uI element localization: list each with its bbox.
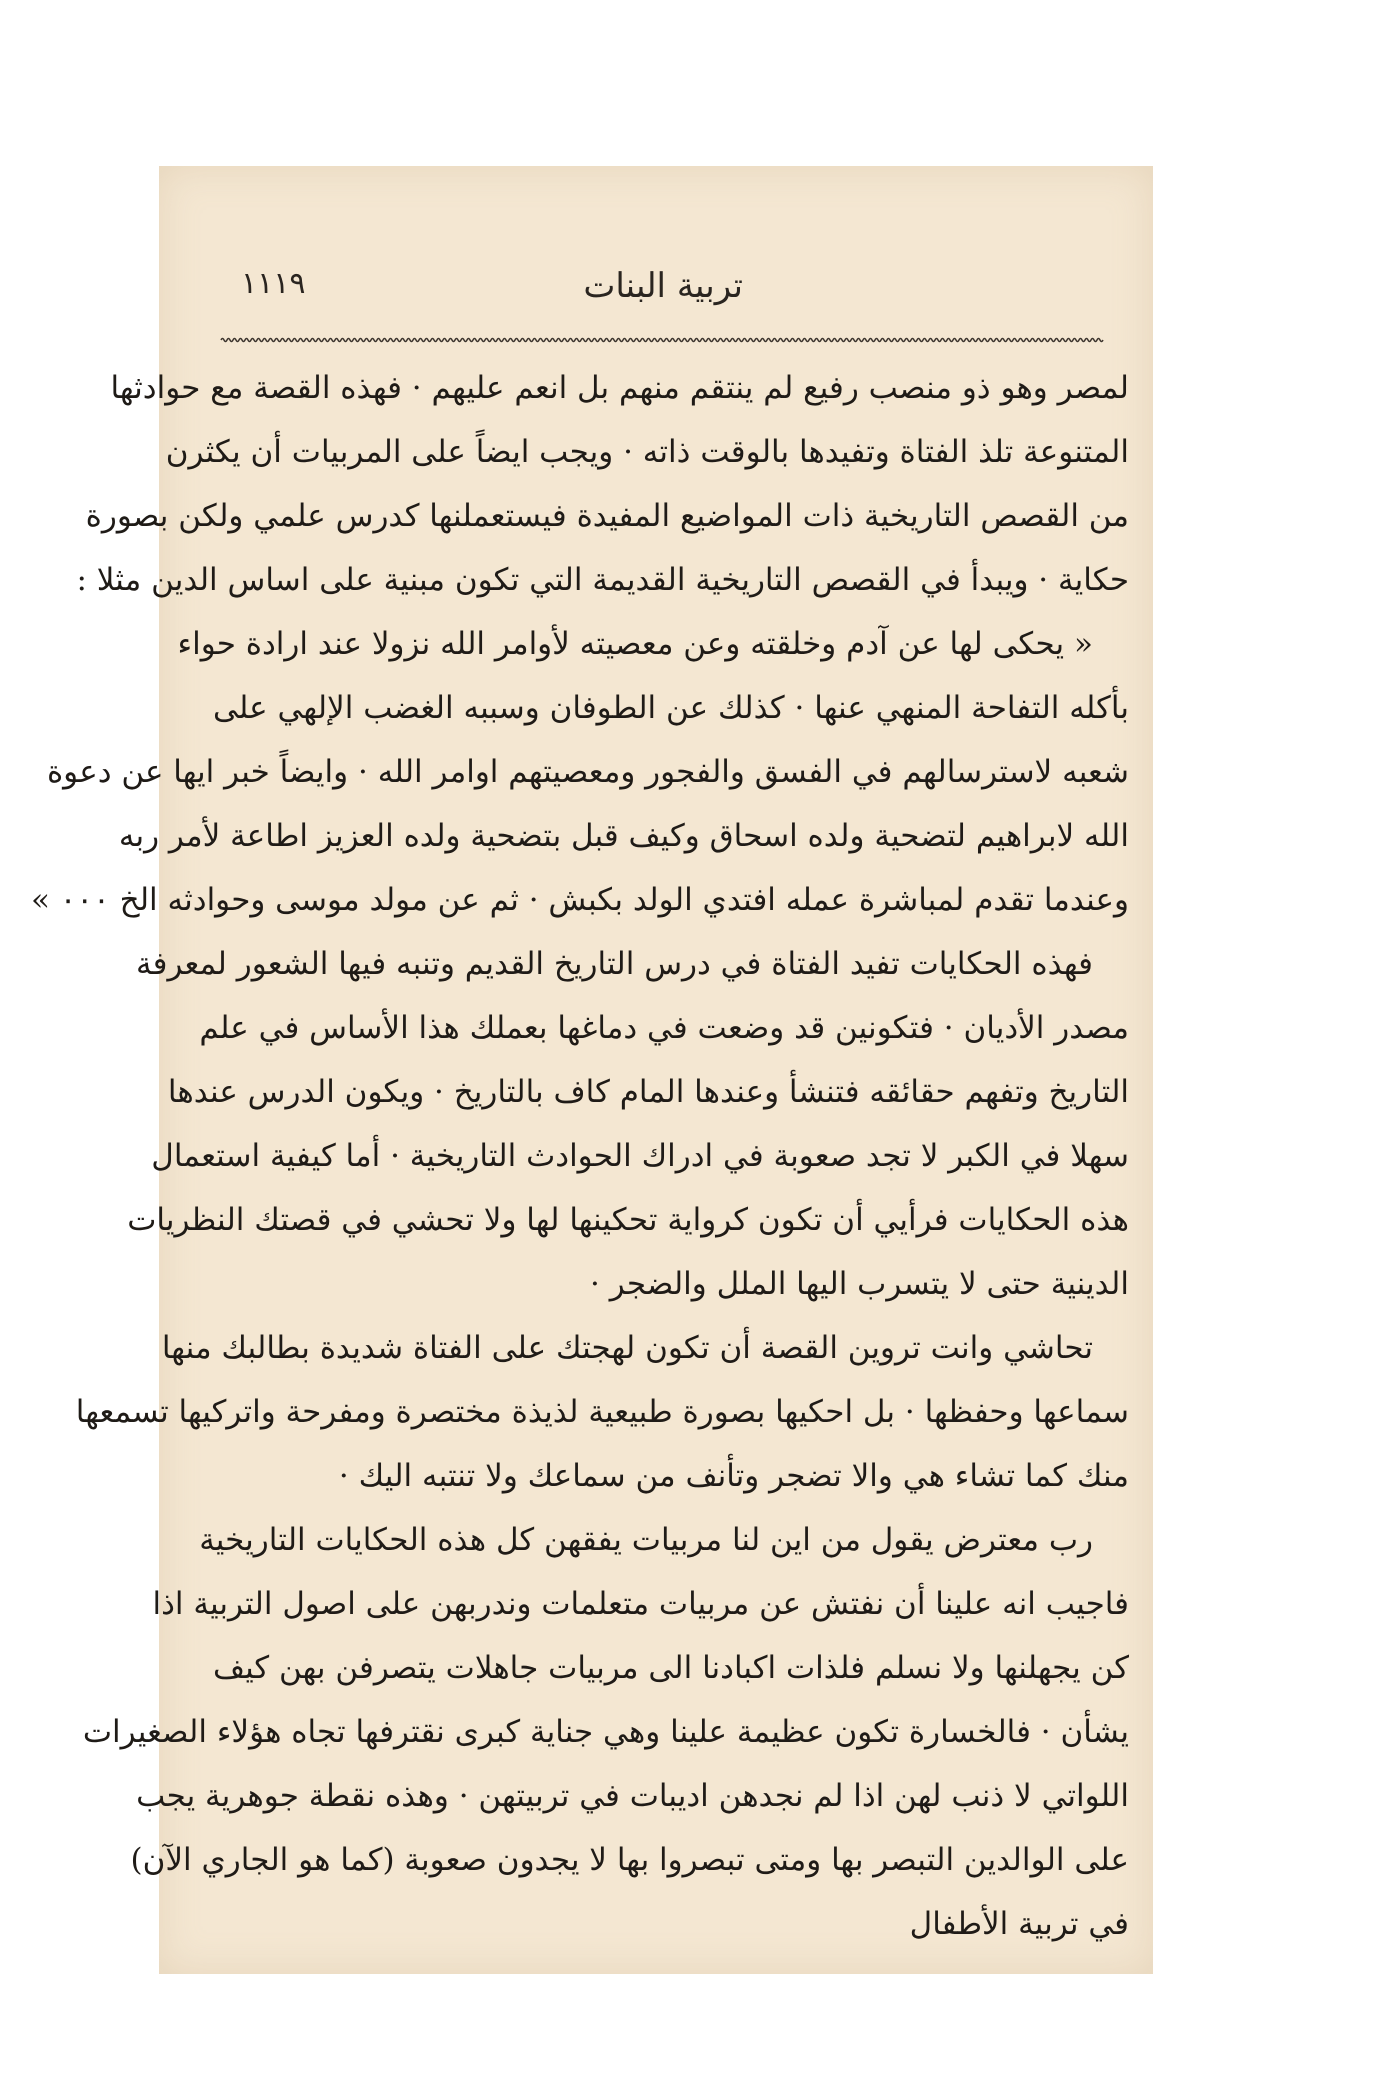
page-number: ١١١٩ (241, 266, 306, 301)
text-line: حكاية · ويبدأ في القصص التاريخية القديمة التي تكون مبنية على اساس الدين مثلا : (76, 562, 1129, 598)
text-line: لمصر وهو ذو منصب رفيع لم ينتقم منهم بل انعم عليهم · فهذه القصة مع حوادثها (110, 370, 1129, 406)
text-line: مصدر الأديان · فتكونين قد وضعت في دماغها بعملك هذا الأساس في علم (199, 1010, 1129, 1046)
text-line: الله لابراهيم لتضحية ولده اسحاق وكيف قبل بتضحية ولده العزيز اطاعة لأمر ربه (118, 818, 1129, 854)
wavy-header-rule (221, 336, 1099, 344)
text-line: الدينية حتى لا يتسرب اليها الملل والضجر · (590, 1266, 1129, 1302)
text-line: هذه الحكايات فرأيي أن تكون كرواية تحكينها لها ولا تحشي في قصتك النظريات (127, 1202, 1129, 1238)
text-line: بأكله التفاحة المنهي عنها · كذلك عن الطوفان وسببه الغضب الإلهي على (213, 690, 1129, 726)
text-line: شعبه لاسترسالهم في الفسق والفجور ومعصيتهم اوامر الله · وايضاً خبر ايها عن دعوة (46, 754, 1129, 790)
text-line: يشأن · فالخسارة تكون عظيمة علينا وهي جناية كبرى نقترفها تجاه هؤلاء الصغيرات (82, 1714, 1129, 1750)
page-header (219, 266, 1093, 316)
text-line: التاريخ وتفهم حقائقه فتنشأ وعندها المام كاف بالتاريخ · ويكون الدرس عندها (167, 1074, 1129, 1110)
scanned-page (30, 166, 1153, 1974)
text-line: المتنوعة تلذ الفتاة وتفيدها بالوقت ذاته · ويجب ايضاً على المربيات أن يكثرن (165, 434, 1129, 470)
text-line: فهذه الحكايات تفيد الفتاة في درس التاريخ القديم وتنبه فيها الشعور لمعرفة (136, 946, 1093, 982)
text-line: وعندما تقدم لمباشرة عمله افتدي الولد بكبش · ثم عن مولد موسى وحوادثه الخ ٠٠٠ » (30, 882, 1129, 918)
text-line: تحاشي وانت تروين القصة أن تكون لهجتك على الفتاة شديدة بطالبك منها (161, 1330, 1093, 1366)
text-line: منك كما تشاء هي والا تضجر وتأنف من سماعك ولا تنتبه اليك · (338, 1458, 1129, 1494)
text-line: في تربية الأطفال (909, 1906, 1129, 1942)
text-line: « يحكى لها عن آدم وخلقته وعن معصيته لأوامر الله نزولا عند ارادة حواء (177, 626, 1093, 662)
text-line: سماعها وحفظها · بل احكيها بصورة طبيعية لذيذة مختصرة ومفرحة واتركيها تسمعها (75, 1394, 1129, 1430)
text-line: سهلا في الكبر لا تجد صعوبة في ادراك الحوادث التاريخية · أما كيفية استعمال (151, 1138, 1129, 1174)
text-line: على الوالدين التبصر بها ومتى تبصروا بها لا يجدون صعوبة (كما هو الجاري الآن) (130, 1842, 1129, 1878)
text-line: كن يجهلنها ولا نسلم فلذات اكبادنا الى مربيات جاهلات يتصرفن بهن كيف (212, 1650, 1129, 1686)
running-title: تربية البنات (583, 266, 743, 306)
text-line: اللواتي لا ذنب لهن اذا لم نجدهن اديبات في تربيتهن · وهذه نقطة جوهرية يجب (136, 1778, 1129, 1814)
text-line: رب معترض يقول من اين لنا مربيات يفقهن كل هذه الحكايات التاريخية (199, 1522, 1093, 1558)
text-line: فاجيب انه علينا أن نفتش عن مربيات متعلمات وندربهن على اصول التربية اذا (152, 1586, 1129, 1622)
text-line: من القصص التاريخية ذات المواضيع المفيدة فيستعملنها كدرس علمي ولكن بصورة (85, 498, 1129, 534)
body-text (30, 356, 1129, 1956)
